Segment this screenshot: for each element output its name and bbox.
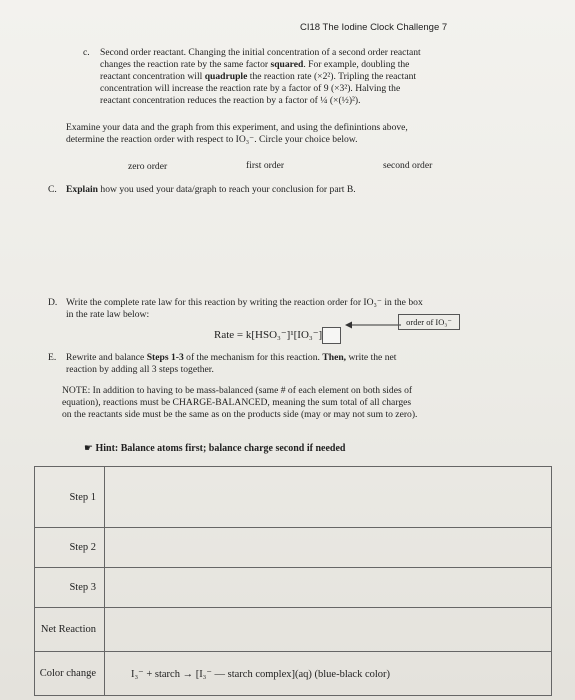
examine-line-1: Examine your data and the graph from this experiment, and using the definintions above, bbox=[66, 122, 408, 133]
note-paragraph bbox=[62, 385, 532, 421]
sectionC-letter: C. bbox=[48, 184, 57, 195]
table-row bbox=[35, 652, 552, 696]
order-answer-box[interactable] bbox=[322, 327, 341, 344]
row-label: Net Reaction bbox=[35, 608, 105, 652]
choice-second-order[interactable]: second order bbox=[383, 160, 433, 171]
partc-line-3: reactant concentration will quadruple the reaction rate (×2²). Tripling the reactant bbox=[100, 71, 417, 82]
sectionD-line-1: Write the complete rate law for this reaction by writing the reaction order for IO₃⁻ in the box bbox=[66, 297, 423, 308]
table-row bbox=[35, 608, 552, 652]
sectionE-line-1: Rewrite and balance Steps 1-3 of the mechanism for this reaction. Then, write the net bbox=[66, 352, 397, 363]
partc-line-5: reactant concentration reduces the reaction by a factor of ¼ (×(½)²). bbox=[100, 95, 361, 106]
partc-line-2: changes the reaction rate by the same factor squared. For example, doubling the bbox=[100, 59, 410, 70]
sectionD-line-2: in the rate law below: bbox=[66, 309, 150, 320]
sectionC-text: Explain how you used your data/graph to reach your conclusion for part B. bbox=[66, 184, 356, 195]
partc-line-1: Second order reactant. Changing the initial concentration of a second order reactant bbox=[100, 47, 421, 58]
partc-line-4: concentration will increase the reaction rate by a factor of 9 (×3²). Halving the bbox=[100, 83, 401, 94]
table-row bbox=[35, 467, 552, 528]
row-label: Color change bbox=[35, 652, 105, 696]
pointing-hand-icon: ☛ bbox=[84, 443, 93, 454]
page-header: CI18 The Iodine Clock Challenge 7 bbox=[300, 22, 448, 33]
row-label: Step 1 bbox=[35, 467, 105, 528]
choice-first-order[interactable]: first order bbox=[246, 160, 285, 171]
sectionD-letter: D. bbox=[48, 297, 58, 308]
table-row bbox=[35, 568, 552, 608]
answer-cell[interactable] bbox=[105, 608, 552, 652]
row-label: Step 3 bbox=[35, 568, 105, 608]
rate-law-expression: Rate = k[HSO₃⁻]¹[IO₃⁻] bbox=[214, 329, 323, 342]
color-change-cell: I₃⁻ + starch → [I₃⁻ — starch complex](aq) (blue-black color) bbox=[105, 652, 552, 696]
rate-law bbox=[214, 327, 341, 344]
note-line-2: equation), reactions must be CHARGE-BALANCED, meaning the sum total of all charges bbox=[62, 397, 412, 408]
table-row bbox=[35, 528, 552, 568]
hint-line bbox=[84, 443, 345, 455]
sectionE-letter: E. bbox=[48, 352, 57, 363]
partc-letter: c. bbox=[83, 47, 90, 58]
answer-cell[interactable] bbox=[105, 568, 552, 608]
mechanism-table bbox=[34, 466, 552, 696]
order-callout-label: order of IO₃⁻ bbox=[398, 314, 460, 330]
sectionE-paragraph bbox=[66, 352, 526, 376]
answer-cell[interactable] bbox=[105, 467, 552, 528]
examine-paragraph bbox=[66, 122, 506, 146]
hint-text: Hint: Balance atoms first; balance charge second if needed bbox=[95, 443, 346, 454]
callout-arrow-icon bbox=[343, 318, 403, 332]
note-line-1: NOTE: In addition to having to be mass-balanced (same # of each element on both sides of bbox=[62, 385, 413, 396]
examine-line-2: determine the reaction order with respect to IO₃⁻. Circle your choice below. bbox=[66, 134, 358, 145]
answer-cell[interactable] bbox=[105, 528, 552, 568]
sectionE-line-2: reaction by adding all 3 steps together. bbox=[66, 364, 214, 375]
partc-paragraph bbox=[100, 47, 500, 107]
choice-zero-order[interactable]: zero order bbox=[128, 161, 168, 172]
note-line-3: on the reactants side must be the same as on the products side (may or may not sum to zero). bbox=[62, 409, 418, 420]
row-label: Step 2 bbox=[35, 528, 105, 568]
